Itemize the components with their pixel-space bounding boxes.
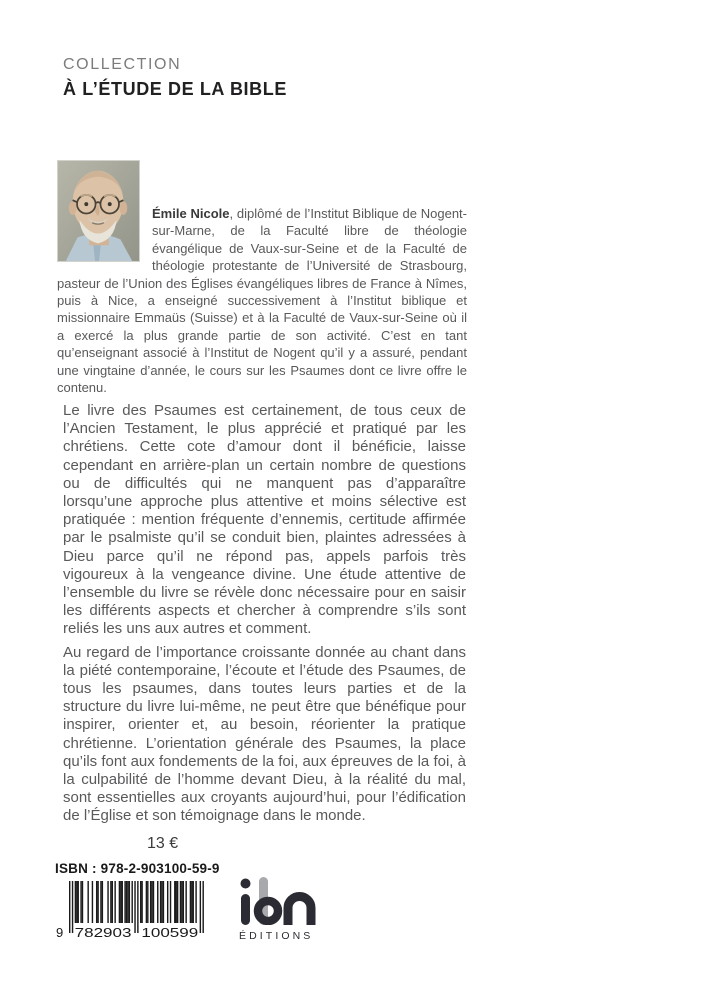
- author-bio-section: [57, 160, 467, 396]
- description-paragraph-1: Le livre des Psaumes est certainement, de tous ceux de l’Ancien Testament, le plus apprécié et pratiqué par les chrétiens. Cette cote d’amour dont il bénéficie, laisse cependant en arrière-plan un certain nombre de questions ou de difficultés qui ne manquent pas d’apparaître lorsqu’une approche plus attentive et moins sélective est pratiquée : mention fréquente d’ennemis, certitude affirmée par le psalmiste qu’il se conduit bien, plaintes adressées à Dieu parce qu’il ne répond pas, appels parfois très vigoureux à la vengeance divine. Une étude attentive de l’ensemble du livre se révèle donc nécessaire pour en saisir les différents aspects et chercher à comprendre s’ils sont reliés les uns aux autres et comment.: [63, 402, 466, 638]
- book-description: [63, 402, 466, 826]
- publisher-logo: [238, 877, 318, 925]
- ean13-barcode: [55, 881, 207, 943]
- collection-header: [63, 56, 287, 100]
- author-bio-text: , diplômé de l’Institut Biblique de Nogent-sur-Marne, de la Faculté libre de théologie évangélique de Vaux-sur-Seine et de la Faculté de théologie protestante de l’Université de Strasbourg, pasteur de l’Union des Églises évangéliques libres de France à Nîmes, puis à Nice, a enseigné successivement à l’Institut biblique et missionnaire Emmaüs (Suisse) et à la Faculté de Vaux-sur-Seine où il a exercé la plus grande partie de son activité. C’est en tant qu’enseignant associé à l’Institut de Nogent qu’il y a assuré, pendant une vingtaine d’année, le cours sur les Psaumes dont ce livre offre le contenu.: [57, 206, 467, 396]
- author-portrait-photo: [57, 160, 140, 262]
- ibn-logo-icon: [238, 877, 318, 925]
- publisher-name: ÉDITIONS: [239, 930, 314, 942]
- isbn-label: ISBN : 978-2-903100-59-9: [55, 861, 220, 876]
- svg-text:100599: 100599: [141, 925, 199, 940]
- author-name: Émile Nicole: [152, 206, 230, 221]
- collection-label: COLLECTION: [63, 56, 182, 73]
- description-paragraph-2: Au regard de l’importance croissante donnée au chant dans la piété contemporaine, l’écoute et l’étude des Psaumes, de tous les psaumes, dans toutes leurs parties et de la structure du livre lui-même, ne peut être que bénéfique pour inspirer, orienter et, au besoin, réorienter la pratique chrétienne. L’orientation générale des Psaumes, la place qu’ils font aux fondements de la foi, aux épreuves de la foi, à la culpabilité de l’homme devant Dieu, à la réalité du mal, sont essentielles aux croyants aujourd’hui, pour l’édification de l’Église et son témoignage dans le monde.: [63, 643, 466, 825]
- collection-title: À L’ÉTUDE DE LA BIBLE: [63, 79, 287, 99]
- svg-text:9: 9: [56, 925, 64, 940]
- svg-text:782903: 782903: [74, 925, 132, 940]
- price-label: 13 €: [147, 835, 179, 852]
- barcode-image: [55, 881, 207, 943]
